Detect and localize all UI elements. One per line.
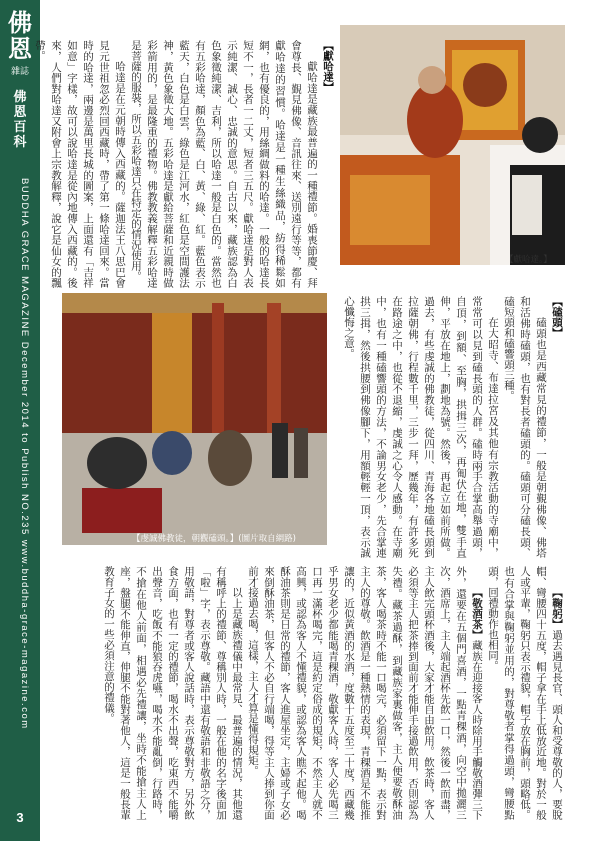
page-number: 3 <box>16 810 24 825</box>
photo-illustration <box>340 25 565 265</box>
photo-illustration <box>62 293 327 545</box>
photo-caption-bottom: 【虔誠佛教徒，朝觀磕頭。】(圖片取自網路) <box>132 534 296 544</box>
article-column-bow-and-drinks <box>60 566 565 820</box>
paragraph-drinks: 藏族在迎接客人時除用手觸敬酒彈三下外，還要在五個門喜酒，一點青稞酒，向空中拋灑三次，酒席上，主人端起酒杯先飲一口，然後一飲而盡，主人飲完頭杯酒後，大家才能自由飲用。飲茶時，客人必須等主人把茶捧到面前才能伸手接過飲用，否則認為失禮。藏茶過酥，到藏族家裏做客，主人便要敬酥油茶，客人喝茶時不能一口喝完，必須留下一點，表示對主人的尊敬。飲酒是一種熱情的表現，青稞酒是不能推讓的，近似黃酒的水酒，度數十五度至二十度，西藏幾乎男女老少都能喝青稞酒，敬獻客人時，客人必先喝三口再一滿杯喝完，這是約定俗成的規矩，不然主人就不高興，或認為客人不懂禮貌，或認為客人瞧不起他。喝酥油茶則是日常的禮節，客人進屋坐定，主婦或子女必來倒酥油茶，但客人不必自行端喝，得等主人捧到你面前才接過去喝，這樣，主人才算是懂得規矩。 <box>247 566 483 821</box>
magazine-footer-text: BUDDHA GRACE MAGAZINE December 2014 to Publish NO.235 www.buddha-grace-magazine.com <box>19 178 30 730</box>
section-heading-prostration: 【磕頭】 <box>551 296 563 338</box>
paragraph: 在大昭寺、布達拉宮及其他有宗教活動的寺廟中，常常可以見到磕長頭的人群。磕時兩手合掌高舉過頭，自頂，到額、至胸，拱揖三次，再匍伏在地，雙手直伸，平放在地上，劃地為號。然後，再起立如前所做。過去，有些虔誠的佛教徒，從四川、青海各地磕長頭到拉薩朝佛，行程數千里，三步一拜，歷幾年，有許多死在路途之中，也從不退縮，虔誠之心令人感動。在寺廟中，也有一種磕響頭的方法，不論男女老少，先合掌連拱三揖，然後拱腰到佛像腳下，用額輕輕一頂，表示誠心懺悔之意。 <box>343 296 499 558</box>
paragraph: 磕頭也是西藏常見的禮節，一般是朝覲佛像、佛塔和活佛時磕頭，也有對長者磕頭的。磕頭可分磕長頭、磕短頭和磕響頭三種。 <box>503 296 547 558</box>
section-heading-drinks: 【敬酒茶】 <box>471 587 483 640</box>
article-column-prostration <box>340 296 565 558</box>
paragraph: 哈達是在元朝時傳入西藏的。薩迦法王八思巴會見元世祖忽必烈回西藏時，帶了第一條哈達回來。當時的哈達，兩邊是萬里長城的圖案，上面還有「吉祥如意」字樣，故可以說哈達是從內地傳入西藏的。後來，人們對哈達又附會上宗教解釋，說它是仙女的飄帶。 <box>34 40 126 288</box>
paragraph-bow: 過去遇見長官、頭人和受尊敬的人，要脫帽、彎腰四十五度，帽子拿在手上低放近地。對於一般人或平輩，鞠躬只表示禮貌，帽子放在胸前，頭略低。也有合掌與鞠躬並用的，對尊敬者掌得過頭，彎腰點頭，回禮動作也相同。 <box>487 566 563 821</box>
section-heading-bow: 【鞠躬】 <box>551 587 563 630</box>
magazine-logo-subtitle: 雜誌 <box>10 67 29 77</box>
paragraph: 獻哈達是藏族最普遍的一種禮節。婚喪節慶、拜會尊長、覲見佛像、音訊往來、送別遠行等等，都有獻哈達的習慣。哈達是一種生絲織品，紡得稀鬆如網，也有優良的，用絲綢做料的哈達。一般的哈達長短不一，長者一二丈，短者三五尺。獻哈達是對人表示純潔、誠心、忠誠的意思。自古以來，藏族認為白色象徵純潔、吉利，所以哈達一般是白色的。當然也有五彩哈達，顏色為藍、白、黃、綠、紅。藍色表示藍天，白色是白雲，綠色是江河水，紅色是空間護法神，黃色象徵大地。五彩哈達是獻給菩薩和近親時做彩箭用的，是最隆重的禮物。佛教教義解釋五彩哈達是菩薩的服裝，所以五彩哈達只在特定的情況使用。 <box>130 40 318 288</box>
photo-offering-khata <box>340 25 565 265</box>
photo-caption-top: 【獻哈達。】 <box>505 255 552 265</box>
photo-pilgrims-prostrating <box>62 293 327 545</box>
section-heading-khata: 【獻哈達】 <box>322 40 334 93</box>
section-title: 佛恩百科 <box>13 90 27 150</box>
article-column-khata <box>34 40 336 288</box>
paragraph-conclusion: 以上是藏族禮儀中最常見、最普遍的情況，其他還有稱呼上的禮節、尊稱別人時，一般在他的名字後面加「啦」字，表示尊敬。藏語中還有敬語和非敬語之分，用敬語，對尊者或客人說話時，表示尊敬對方，另外飲食方面，也有一定的禮節，喝水不出聲，吃東西不能嚼出聲音，吃飯不能狼吞虎嚥，喝水不能亂倒，行路時，不搶在他人前面，相遇必先禮讓，坐時不能搶主人上座，盤腿不能伸直，伸腿不能對著他人，這是一般長輩教育子女的一些必須注意的禮儀。 <box>103 566 243 820</box>
magazine-logo: 佛恩 <box>8 9 32 63</box>
